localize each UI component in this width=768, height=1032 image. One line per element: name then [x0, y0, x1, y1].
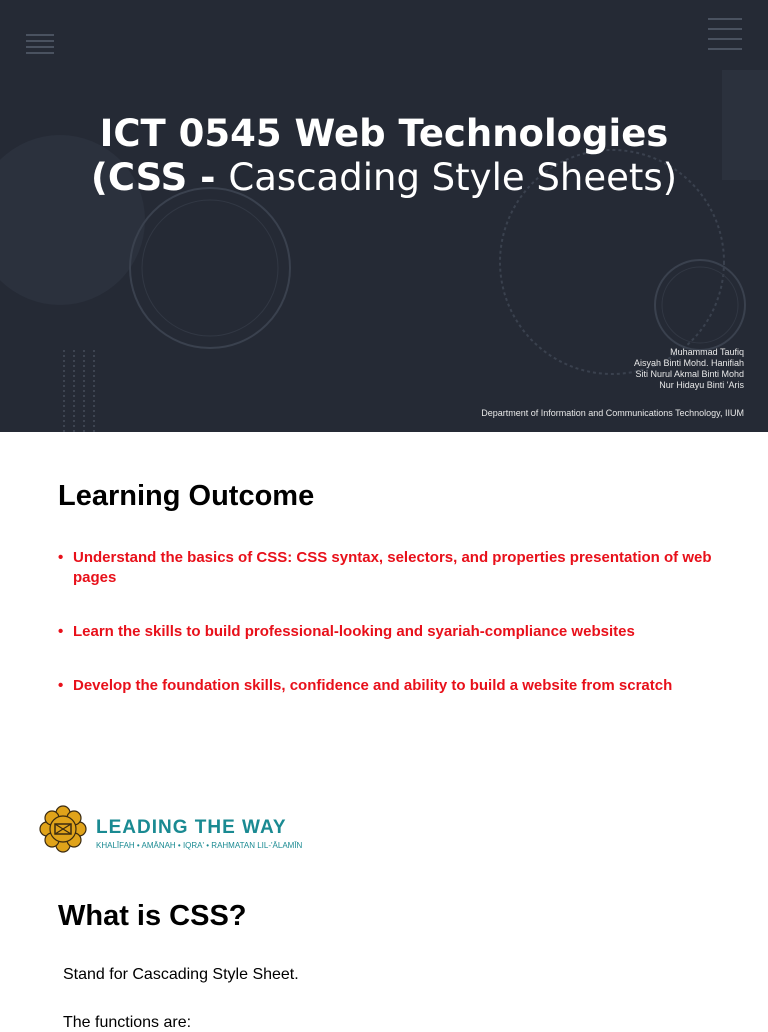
- iium-crest-icon: [38, 804, 88, 854]
- outcome-text: Develop the foundation skills, confidence and ability to build a website from scratch: [73, 677, 673, 694]
- outcome-text: Understand the basics of CSS: CSS syntax, selectors, and properties presentation of web pages: [73, 549, 712, 586]
- logo-title: LEADING THE WAY: [96, 817, 287, 838]
- bullet-icon: •: [58, 549, 64, 566]
- title-line-2: [0, 156, 768, 200]
- author-list: [634, 347, 744, 391]
- author-name: Aisyah Binti Mohd. Hanifiah: [633, 358, 744, 368]
- author-name: Muhammad Taufiq: [670, 347, 744, 357]
- outcome-item: [58, 622, 728, 642]
- outcome-item: [58, 676, 728, 696]
- title-line-2-rest: Cascading Style Sheets): [228, 156, 678, 199]
- title-slide: [0, 0, 768, 432]
- bullet-icon: •: [58, 623, 64, 640]
- body-text: Stand for Cascading Style Sheet.: [63, 966, 299, 983]
- outcome-text: Learn the skills to build professional-looking and syariah-compliance websites: [73, 623, 635, 640]
- learning-outcome-slide: [0, 432, 768, 864]
- slide-heading: Learning Outcome: [58, 480, 315, 512]
- title-line-2-bold: (CSS -: [90, 156, 229, 199]
- leading-the-way-logo: [38, 804, 318, 856]
- logo-subtitle: KHALĪFAH • AMĀNAH • IQRA' • RAHMATAN LIL-'ĀLAMĪN: [96, 841, 303, 850]
- outcome-list: [58, 548, 728, 696]
- slide-title: [0, 112, 768, 200]
- body-text: The functions are:: [63, 1014, 192, 1031]
- outcome-item: [58, 548, 728, 588]
- author-name: Nur Hidayu Binti 'Aris: [659, 380, 744, 390]
- title-line-1: ICT 0545 Web Technologies: [99, 112, 669, 155]
- slide-heading: What is CSS?: [58, 900, 247, 932]
- what-is-css-slide: [0, 864, 768, 1031]
- department-label: Department of Information and Communications Technology, IIUM: [481, 408, 744, 418]
- author-name: Siti Nurul Akmal Binti Mohd: [635, 369, 744, 379]
- bullet-icon: •: [58, 677, 64, 694]
